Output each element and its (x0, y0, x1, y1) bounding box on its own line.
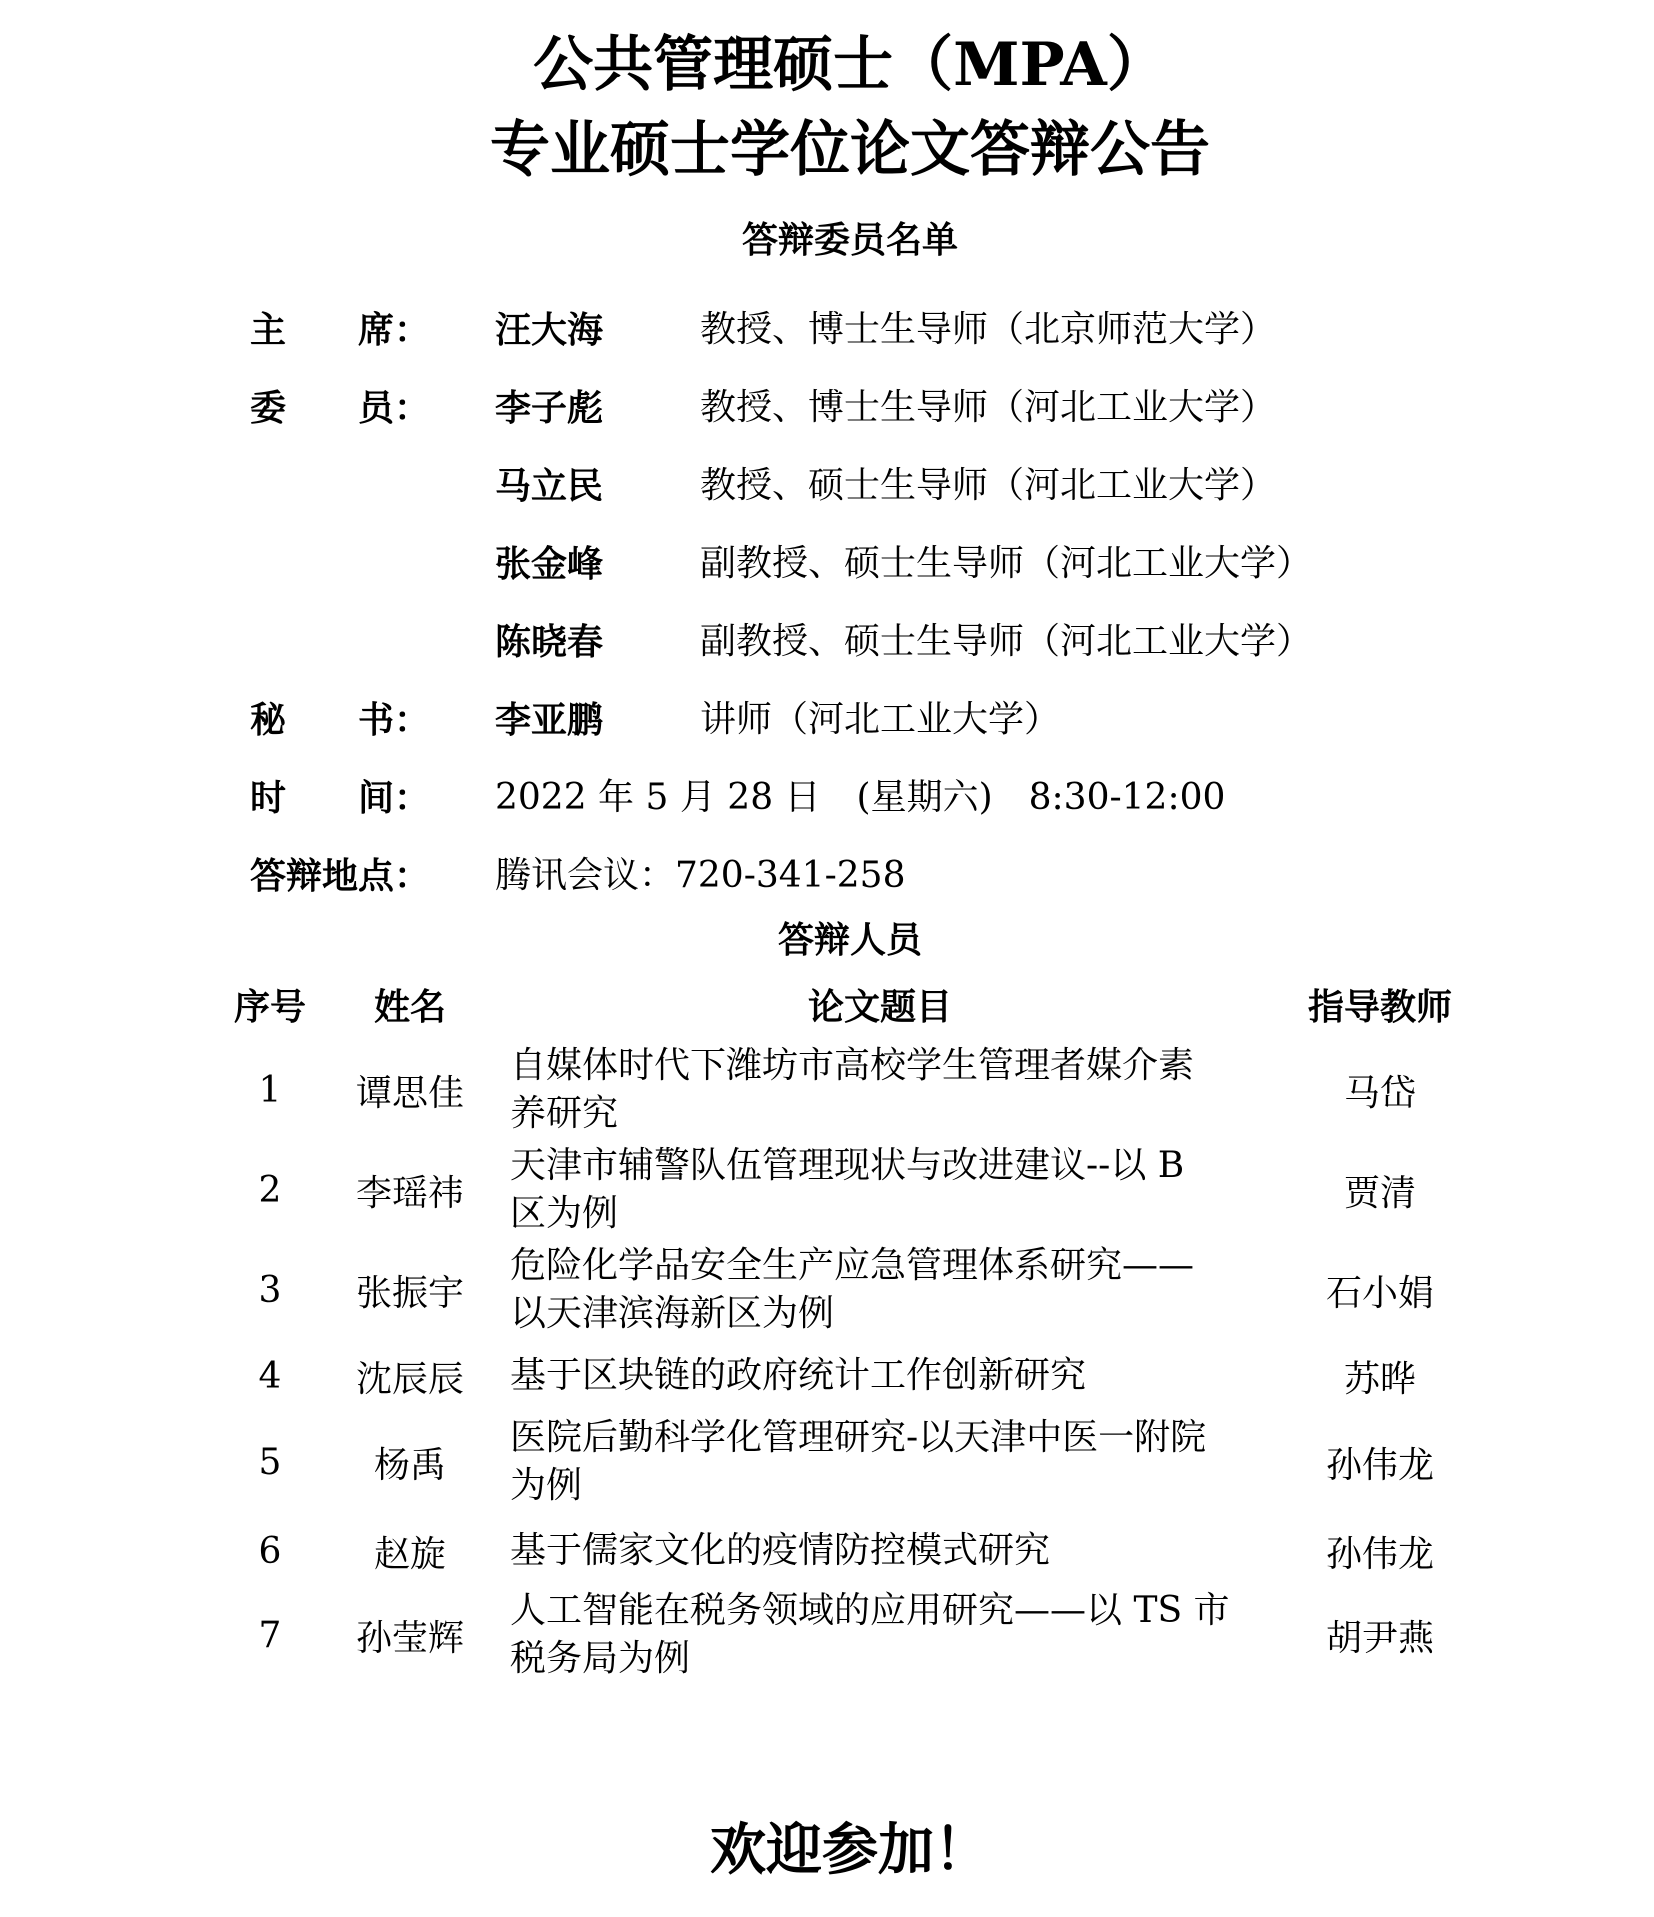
defense-time-row (250, 773, 1450, 823)
column-header-advisor: 指导教师 (1307, 986, 1452, 1028)
committee-member-row (250, 383, 1450, 433)
row-thesis-title: 人工智能在税务领域的应用研究——以 TS 市 税务局为例 (510, 1590, 1230, 1679)
secretary-name: 李亚鹏 (495, 699, 604, 741)
row-seq: 6 (258, 1530, 282, 1572)
member-title: 副教授、硕士生导师（河北工业大学） (700, 621, 1313, 662)
time-value: 2022 年 5 月 28 日 (星期六) 8:30-12:00 (495, 777, 1226, 818)
time-label: 时 间： (250, 777, 431, 819)
row-advisor: 孙伟龙 (1325, 1444, 1434, 1486)
table-row (0, 1345, 1654, 1407)
member-title: 教授、硕士生导师（河北工业大学） (700, 465, 1277, 506)
row-thesis-title: 基于区块链的政府统计工作创新研究 (510, 1355, 1087, 1396)
member-name: 马立民 (495, 465, 604, 507)
committee-secretary-row (250, 695, 1450, 745)
member-name: 陈晓春 (495, 621, 604, 663)
row-advisor: 苏晔 (1343, 1358, 1416, 1400)
candidates-heading: 答辩人员 (777, 919, 922, 961)
secretary-title: 讲师（河北工业大学） (700, 699, 1061, 740)
row-seq: 2 (258, 1169, 282, 1211)
row-advisor: 孙伟龙 (1325, 1533, 1434, 1575)
row-name: 谭思佳 (355, 1072, 464, 1114)
row-thesis-title: 医院后勤科学化管理研究-以天津中医一附院 为例 (510, 1417, 1207, 1506)
column-header-name: 姓名 (373, 986, 446, 1028)
committee-heading: 答辩委员名单 (741, 219, 958, 261)
defense-location-row (250, 851, 1450, 901)
row-advisor: 胡尹燕 (1325, 1617, 1434, 1659)
column-header-title: 论文题目 (807, 986, 952, 1028)
table-row (0, 1520, 1654, 1582)
row-seq: 7 (258, 1614, 282, 1656)
member-name: 张金峰 (495, 543, 604, 585)
row-name: 李瑶祎 (355, 1172, 464, 1214)
chair-title: 教授、博士生导师（北京师范大学） (700, 309, 1277, 350)
row-name: 张振宇 (355, 1272, 464, 1314)
location-label: 答辩地点： (250, 855, 431, 897)
member-title: 副教授、硕士生导师（河北工业大学） (700, 543, 1313, 584)
column-header-seq: 序号 (233, 986, 306, 1028)
location-value: 腾讯会议：720-341-258 (495, 855, 906, 896)
row-thesis-title: 天津市辅警队伍管理现状与改进建议--以 B 区为例 (510, 1145, 1185, 1234)
table-row (0, 1585, 1654, 1685)
secretary-role-label: 秘 书： (250, 699, 431, 741)
committee-member-row (250, 617, 1450, 667)
table-row (0, 1140, 1654, 1240)
row-advisor: 贾清 (1343, 1172, 1416, 1214)
table-row (0, 1240, 1654, 1340)
row-thesis-title: 危险化学品安全生产应急管理体系研究—— 以天津滨海新区为例 (510, 1245, 1195, 1334)
chair-name: 汪大海 (495, 309, 604, 351)
row-advisor: 马岱 (1343, 1072, 1416, 1114)
row-seq: 4 (258, 1355, 282, 1397)
row-seq: 5 (258, 1441, 282, 1483)
row-advisor: 石小娟 (1325, 1272, 1434, 1314)
row-name: 杨禹 (373, 1444, 446, 1486)
committee-member-row (250, 539, 1450, 589)
page-title-line-1: 公共管理硕士（MPA） (533, 30, 1167, 100)
page-title-line-2: 专业硕士学位论文答辩公告 (490, 115, 1210, 185)
chair-role-label: 主 席： (250, 309, 431, 351)
committee-chair-row (250, 305, 1450, 355)
members-role-label: 委 员： (250, 387, 431, 429)
row-thesis-title: 基于儒家文化的疫情防控模式研究 (510, 1530, 1051, 1571)
row-name: 沈辰辰 (355, 1358, 464, 1400)
closing-message: 欢迎参加！ (710, 1817, 990, 1883)
row-name: 孙莹辉 (355, 1617, 464, 1659)
candidates-table-header (0, 982, 1654, 1032)
table-row (0, 1040, 1654, 1140)
member-title: 教授、博士生导师（河北工业大学） (700, 387, 1277, 428)
committee-member-row (250, 461, 1450, 511)
member-name: 李子彪 (495, 387, 604, 429)
row-name: 赵旋 (373, 1533, 446, 1575)
row-seq: 3 (258, 1269, 282, 1311)
row-seq: 1 (258, 1069, 282, 1111)
row-thesis-title: 自媒体时代下潍坊市高校学生管理者媒介素 养研究 (510, 1045, 1195, 1134)
table-row (0, 1412, 1654, 1512)
